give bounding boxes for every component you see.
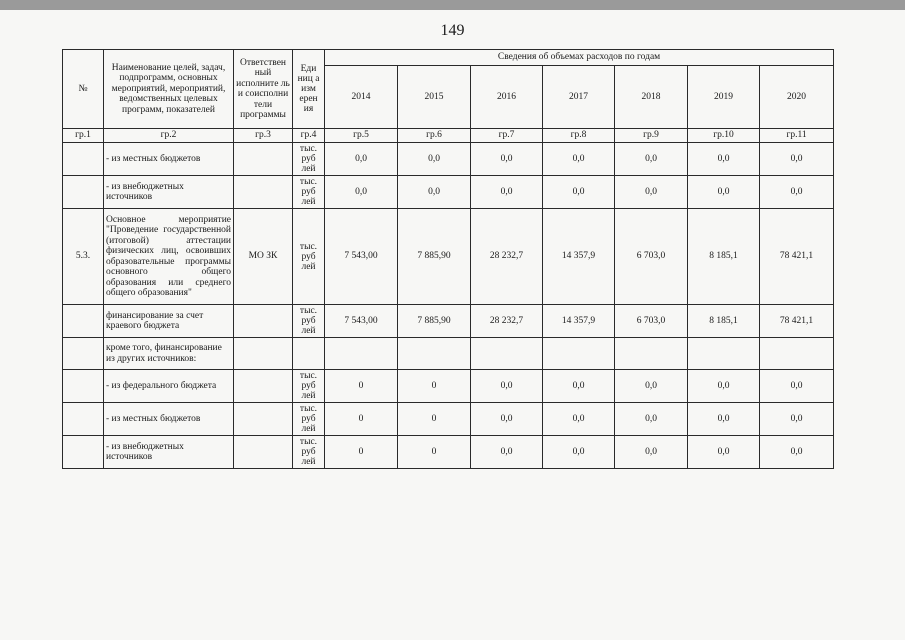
row-num: 5.3. bbox=[63, 209, 104, 305]
row-value: 14 357,9 bbox=[543, 209, 615, 305]
column-number: гр.1 bbox=[63, 129, 104, 143]
row-value bbox=[471, 338, 543, 370]
row-value: 0 bbox=[398, 370, 471, 403]
row-value: 0,0 bbox=[760, 403, 834, 436]
row-value: 7 885,90 bbox=[398, 209, 471, 305]
page-number: 149 bbox=[440, 22, 465, 39]
row-value: 0,0 bbox=[471, 143, 543, 176]
table-row bbox=[63, 370, 834, 403]
row-value bbox=[760, 338, 834, 370]
row-value: 14 357,9 bbox=[543, 305, 615, 338]
header-year: 2015 bbox=[398, 66, 471, 129]
row-value: 0,0 bbox=[760, 370, 834, 403]
row-value: 0,0 bbox=[325, 176, 398, 209]
row-value: 28 232,7 bbox=[471, 305, 543, 338]
row-unit: тыс. руб лей bbox=[293, 436, 325, 469]
column-number: гр.4 bbox=[293, 129, 325, 143]
row-unit: тыс. руб лей bbox=[293, 143, 325, 176]
column-number: гр.6 bbox=[398, 129, 471, 143]
row-value: 0,0 bbox=[760, 176, 834, 209]
row-executor bbox=[234, 305, 293, 338]
row-value: 6 703,0 bbox=[615, 209, 688, 305]
row-value: 6 703,0 bbox=[615, 305, 688, 338]
row-value: 8 185,1 bbox=[688, 305, 760, 338]
row-value: 0,0 bbox=[615, 143, 688, 176]
row-unit: тыс. руб лей bbox=[293, 370, 325, 403]
row-executor bbox=[234, 176, 293, 209]
row-executor bbox=[234, 338, 293, 370]
row-value: 0,0 bbox=[543, 436, 615, 469]
header-year: 2019 bbox=[688, 66, 760, 129]
column-number: гр.10 bbox=[688, 129, 760, 143]
document-page bbox=[0, 10, 905, 640]
row-value: 0,0 bbox=[543, 143, 615, 176]
row-value: 0,0 bbox=[398, 143, 471, 176]
row-executor bbox=[234, 370, 293, 403]
row-executor bbox=[234, 143, 293, 176]
row-num bbox=[63, 403, 104, 436]
table-row bbox=[63, 338, 834, 370]
row-num bbox=[63, 305, 104, 338]
row-value: 0 bbox=[325, 370, 398, 403]
row-name: - из внебюджетных источников bbox=[104, 176, 234, 209]
header-name: Наименование целей, задач, подпрограмм, основных мероприятий, мероприятий, ведомственных целевых программ, показателей bbox=[104, 50, 234, 129]
column-number: гр.2 bbox=[104, 129, 234, 143]
column-number: гр.7 bbox=[471, 129, 543, 143]
row-value: 0,0 bbox=[688, 143, 760, 176]
row-name: - из федерального бюджета bbox=[104, 370, 234, 403]
column-number: гр.5 bbox=[325, 129, 398, 143]
header-executor: Ответствен ный исполните ль и соисполни тели программы bbox=[234, 50, 293, 129]
row-value: 0,0 bbox=[471, 436, 543, 469]
header-year: 2014 bbox=[325, 66, 398, 129]
row-value: 0,0 bbox=[760, 436, 834, 469]
row-name: - из внебюджетных источников bbox=[104, 436, 234, 469]
row-value: 0,0 bbox=[615, 370, 688, 403]
row-value: 0,0 bbox=[615, 436, 688, 469]
row-value: 78 421,1 bbox=[760, 305, 834, 338]
row-value: 28 232,7 bbox=[471, 209, 543, 305]
scan-top-band bbox=[0, 0, 905, 10]
row-value: 8 185,1 bbox=[688, 209, 760, 305]
row-value: 0,0 bbox=[615, 176, 688, 209]
table-row bbox=[63, 176, 834, 209]
row-name: кроме того, финансирование из других источников: bbox=[104, 338, 234, 370]
table-row bbox=[63, 305, 834, 338]
row-value: 0,0 bbox=[543, 176, 615, 209]
row-unit: тыс. руб лей bbox=[293, 209, 325, 305]
header-year: 2018 bbox=[615, 66, 688, 129]
header-year: 2016 bbox=[471, 66, 543, 129]
row-value bbox=[615, 338, 688, 370]
header-spending-group: Сведения об объемах расходов по годам bbox=[325, 50, 834, 66]
row-value: 0,0 bbox=[688, 436, 760, 469]
column-number: гр.8 bbox=[543, 129, 615, 143]
row-unit: тыс. руб лей bbox=[293, 403, 325, 436]
row-value bbox=[543, 338, 615, 370]
row-name: Основное мероприятие "Проведение государственной (итоговой) аттестации физических лиц, освоивших образовательные программы основного общего образования или среднего общего образования" bbox=[104, 209, 234, 305]
row-executor bbox=[234, 436, 293, 469]
row-value: 7 885,90 bbox=[398, 305, 471, 338]
row-value bbox=[398, 338, 471, 370]
header-year: 2020 bbox=[760, 66, 834, 129]
header-unit: Еди ниц а изм ерен ия bbox=[293, 50, 325, 129]
row-value: 0,0 bbox=[760, 143, 834, 176]
table-row bbox=[63, 143, 834, 176]
row-value: 0,0 bbox=[543, 370, 615, 403]
row-value: 7 543,00 bbox=[325, 305, 398, 338]
table-row bbox=[63, 209, 834, 305]
budget-table bbox=[62, 49, 834, 469]
row-value: 0 bbox=[398, 403, 471, 436]
row-name: - из местных бюджетов bbox=[104, 143, 234, 176]
header-row bbox=[63, 50, 834, 66]
row-value: 0,0 bbox=[615, 403, 688, 436]
row-executor bbox=[234, 403, 293, 436]
row-value: 0,0 bbox=[325, 143, 398, 176]
row-unit: тыс. руб лей bbox=[293, 305, 325, 338]
row-name: - из местных бюджетов bbox=[104, 403, 234, 436]
row-value: 0 bbox=[325, 436, 398, 469]
row-value: 7 543,00 bbox=[325, 209, 398, 305]
row-num bbox=[63, 176, 104, 209]
header-num: № bbox=[63, 50, 104, 129]
row-value: 0,0 bbox=[471, 176, 543, 209]
row-value: 0 bbox=[398, 436, 471, 469]
row-executor: МО ЗК bbox=[234, 209, 293, 305]
row-value: 0,0 bbox=[688, 370, 760, 403]
row-num bbox=[63, 143, 104, 176]
row-value: 0,0 bbox=[398, 176, 471, 209]
row-unit bbox=[293, 338, 325, 370]
header-year: 2017 bbox=[543, 66, 615, 129]
row-value bbox=[325, 338, 398, 370]
row-value: 0,0 bbox=[688, 403, 760, 436]
row-value: 0,0 bbox=[688, 176, 760, 209]
row-value bbox=[688, 338, 760, 370]
column-number: гр.3 bbox=[234, 129, 293, 143]
row-num bbox=[63, 436, 104, 469]
row-value: 0,0 bbox=[471, 370, 543, 403]
row-value: 0,0 bbox=[543, 403, 615, 436]
column-number: гр.9 bbox=[615, 129, 688, 143]
row-unit: тыс. руб лей bbox=[293, 176, 325, 209]
table-row bbox=[63, 403, 834, 436]
table-row bbox=[63, 436, 834, 469]
row-value: 78 421,1 bbox=[760, 209, 834, 305]
row-value: 0 bbox=[325, 403, 398, 436]
column-numbers-row bbox=[63, 129, 834, 143]
row-num bbox=[63, 338, 104, 370]
row-num bbox=[63, 370, 104, 403]
row-name: финансирование за счет краевого бюджета bbox=[104, 305, 234, 338]
column-number: гр.11 bbox=[760, 129, 834, 143]
row-value: 0,0 bbox=[471, 403, 543, 436]
